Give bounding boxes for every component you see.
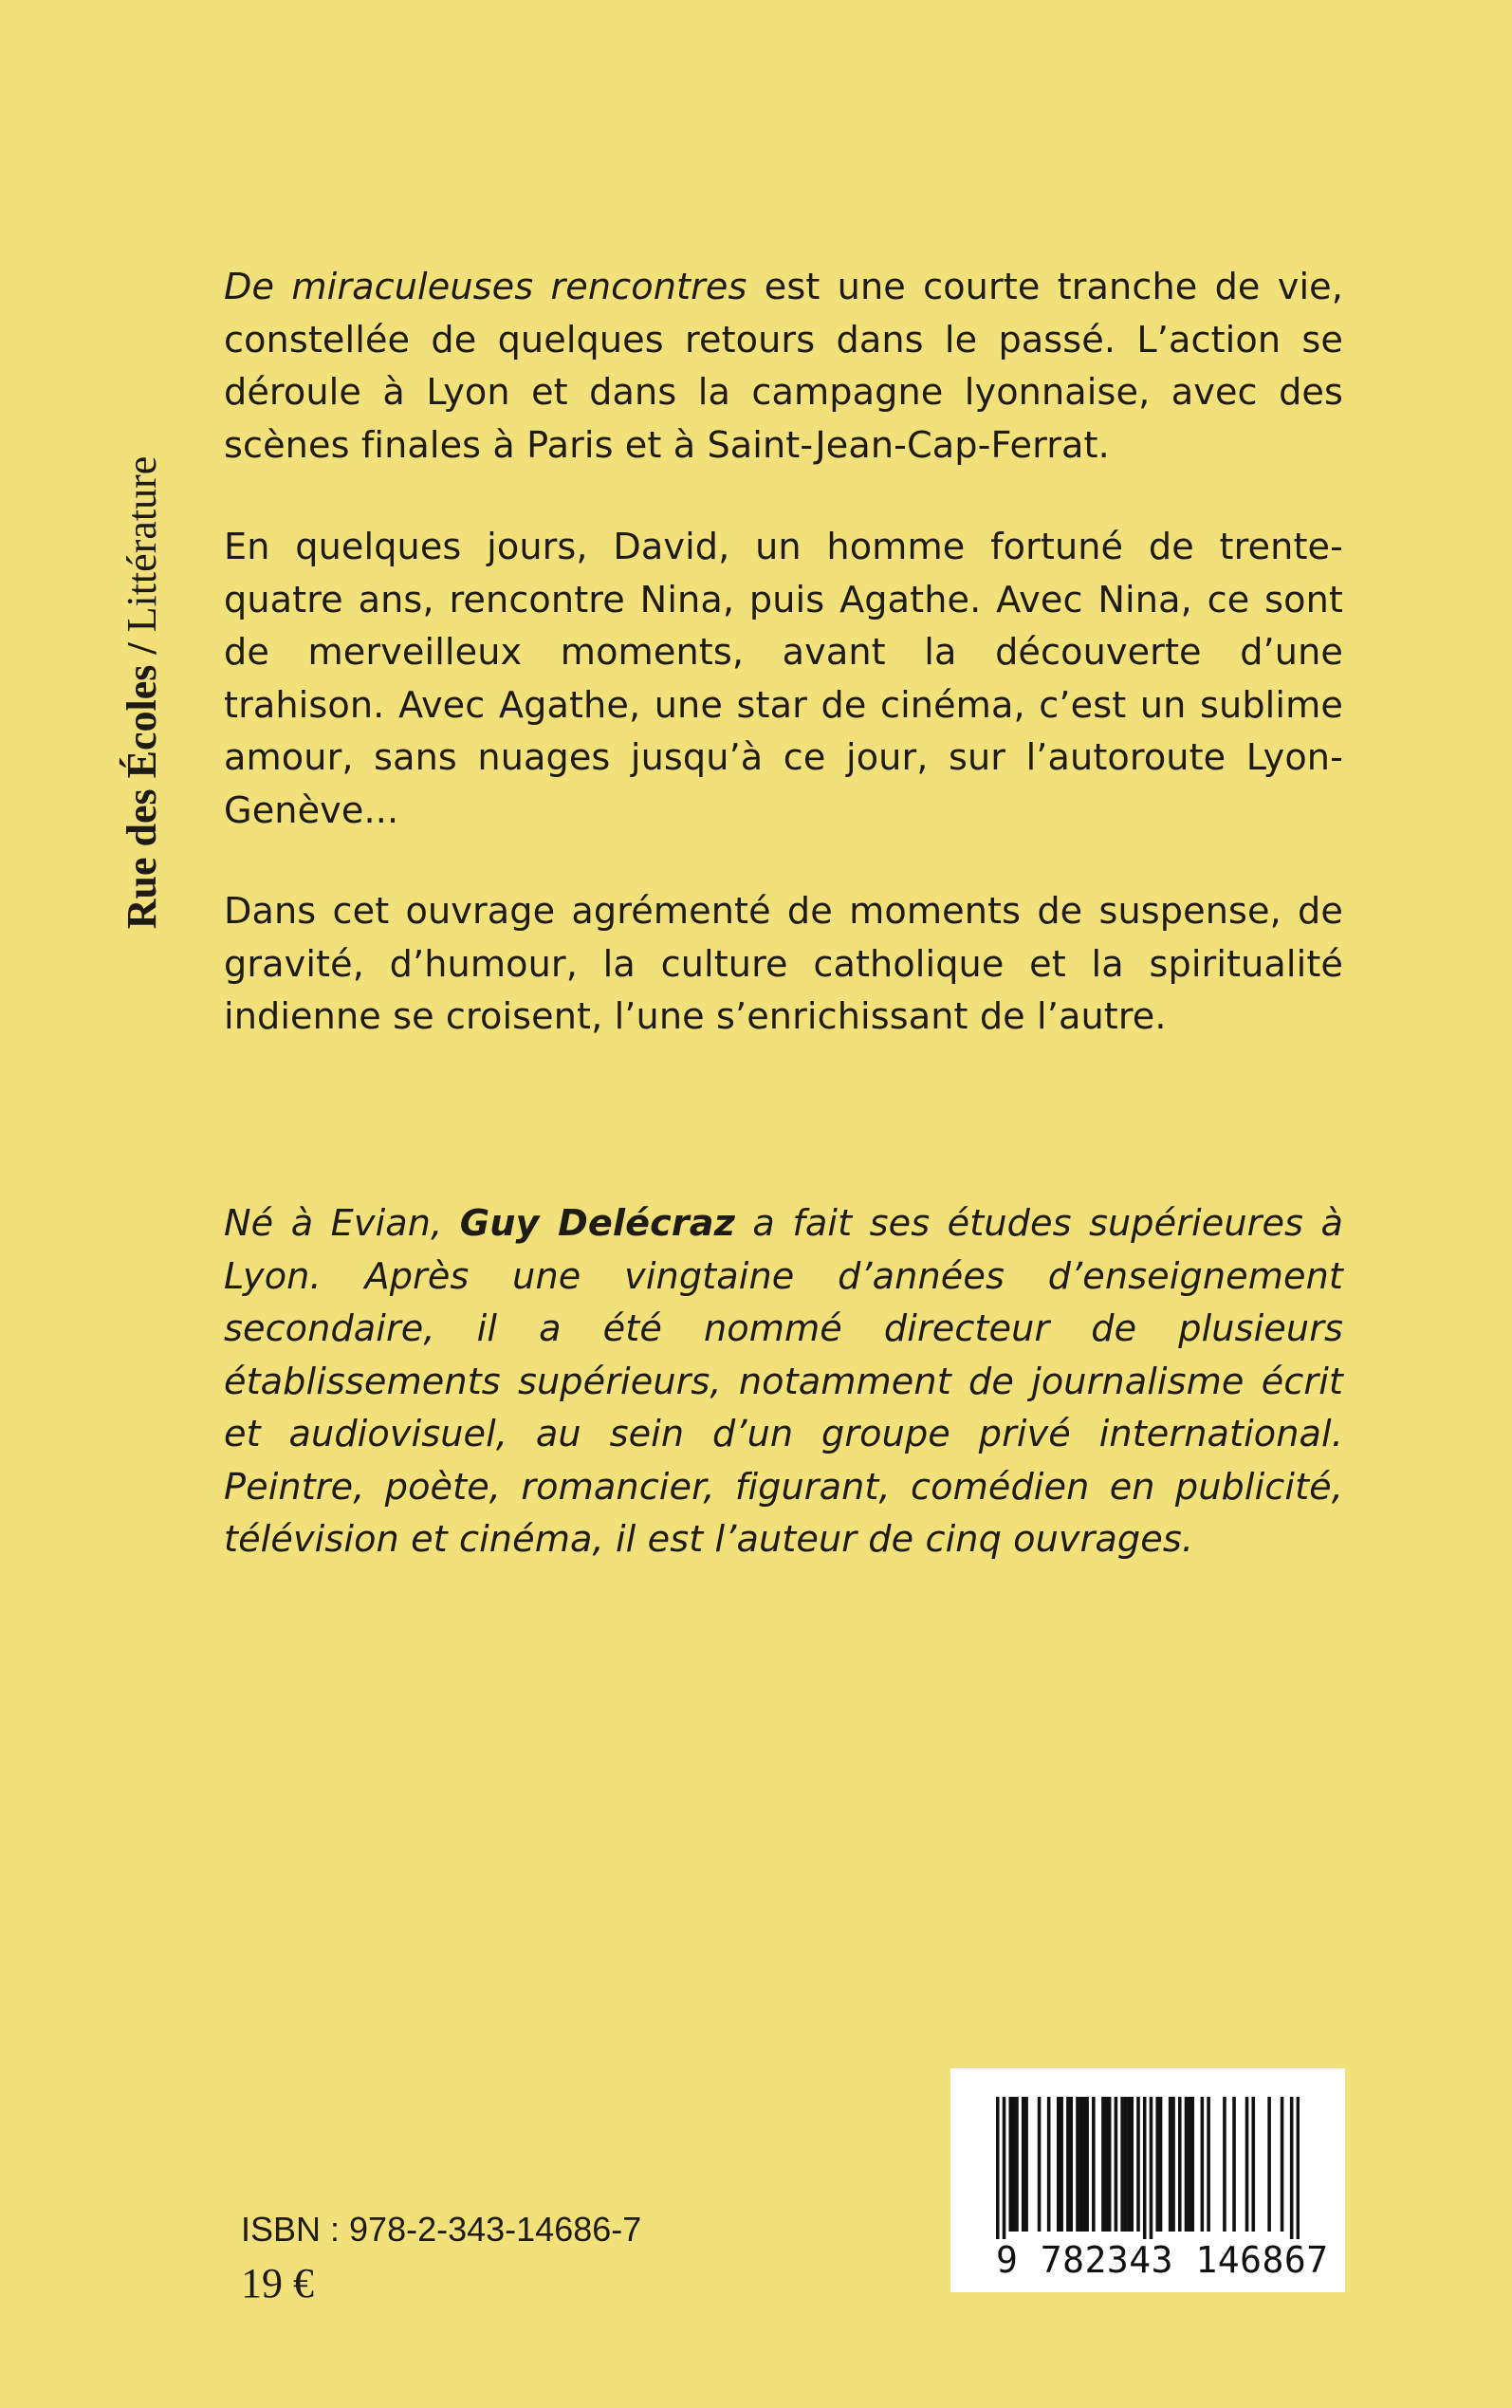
barcode-bar [1012, 2097, 1016, 2232]
barcode-bar [1207, 2097, 1210, 2232]
barcode-bar [1232, 2097, 1236, 2232]
isbn-number: ISBN : 978-2-343-14686-7 [241, 2210, 642, 2249]
author-name: Guy Delécraz [459, 1203, 735, 1245]
barcode-bar [1003, 2097, 1006, 2239]
barcode-bar [1124, 2097, 1128, 2232]
barcode-bar [1022, 2097, 1025, 2232]
blurb-paragraph-3: Dans cet ouvrage agrémenté de moments de suspense, de gravité, d’humour, la culture catholique et la spiritualité indienne se croisent, l’une s’enrichissant de l’autre. [224, 891, 1343, 1038]
barcode-bar [1169, 2097, 1172, 2232]
barcode-digits: 9 782343 146867 [996, 2239, 1329, 2281]
author-bio [224, 1198, 1343, 1567]
barcode-bar [1178, 2097, 1182, 2232]
barcode-bar [1143, 2097, 1147, 2239]
barcode-bars [996, 2097, 1300, 2239]
barcode-bar [1290, 2097, 1294, 2239]
barcode-bar [1057, 2097, 1060, 2232]
barcode-bar [1079, 2097, 1083, 2232]
barcode-bar [1038, 2097, 1042, 2232]
barcode-bar [1047, 2097, 1051, 2232]
barcode-bar [1136, 2097, 1140, 2232]
barcode-bar [1281, 2097, 1284, 2232]
barcode-bar [1127, 2097, 1131, 2232]
barcode-bar [1085, 2097, 1089, 2232]
barcode-bar [1251, 2097, 1255, 2232]
barcode-bar [1297, 2097, 1300, 2239]
barcode-bar [1015, 2097, 1019, 2232]
barcode-bar [1060, 2097, 1063, 2232]
barcode-bar [1245, 2097, 1249, 2232]
author-bio-intro: Né à Evian, [224, 1203, 460, 1245]
barcode-bar [1066, 2097, 1070, 2232]
barcode-bar [1076, 2097, 1079, 2232]
barcode-bar [1190, 2097, 1194, 2232]
barcode-bar [1159, 2097, 1163, 2232]
barcode-bar [1115, 2097, 1118, 2232]
barcode-bar [1105, 2097, 1109, 2232]
barcode-bar [1101, 2097, 1105, 2232]
barcode-bar [1082, 2097, 1086, 2232]
author-bio-text: a fait ses études supérieures à Lyon. Après une vingtaine d’années d’enseignement secondaire, il a été nommé directeur de plusieurs établissements supérieurs, notamment de journalisme écrit et audiovisuel, au sein d’un groupe privé international. Peintre, poète, romancier, figurant, comédien en publicité, télévision et cinéma, il est l’auteur de cinq ouvrages. [224, 1203, 1343, 1561]
blurb-paragraph-1-text: est une courte tranche de vie, constellée de quelques retours dans le passé. L’action se déroule à Lyon et dans la campagne lyonnaise, avec des scènes finales à Paris et à Saint-Jean-Cap-Ferrat. [224, 267, 1343, 467]
spine-series-label [114, 218, 171, 1167]
barcode-bar [1155, 2097, 1159, 2232]
barcode-bar [1069, 2097, 1073, 2232]
barcode-bar [1024, 2097, 1028, 2232]
genre-name: Littérature [119, 455, 165, 633]
blurb-paragraph-1 [224, 262, 1343, 472]
blurb-paragraph-2: En quelques jours, David, un homme fortuné de trente-quatre ans, rencontre Nina, puis Agathe. Avec Nina, ce sont de merveilleux moments, avant la découverte d’une trahison. Avec Agathe, une star de cinéma, c’est un sublime amour, sans nuages jusqu’à ce jour, sur l’autoroute Lyon-Genève... [224, 527, 1343, 832]
barcode-bar [1092, 2097, 1096, 2232]
series-name: Rue des Écoles [119, 664, 165, 930]
barcode-bar [1171, 2097, 1175, 2232]
barcode-bar [1150, 2097, 1153, 2239]
price: 19 € [241, 2260, 314, 2306]
barcode-bar [1108, 2097, 1112, 2232]
barcode-bar [1130, 2097, 1134, 2232]
barcode-bar [1185, 2097, 1189, 2232]
barcode [950, 2068, 1345, 2292]
barcode-bar [1223, 2097, 1226, 2232]
barcode-bar [1008, 2097, 1012, 2232]
book-title: De miraculeuses rencontres [224, 267, 747, 308]
series-separator: / [119, 632, 165, 665]
barcode-bar [996, 2097, 1000, 2239]
barcode-bar [1267, 2097, 1271, 2232]
barcode-bar [1120, 2097, 1124, 2232]
barcode-bar [1188, 2097, 1191, 2232]
barcode-bar [1201, 2097, 1205, 2232]
